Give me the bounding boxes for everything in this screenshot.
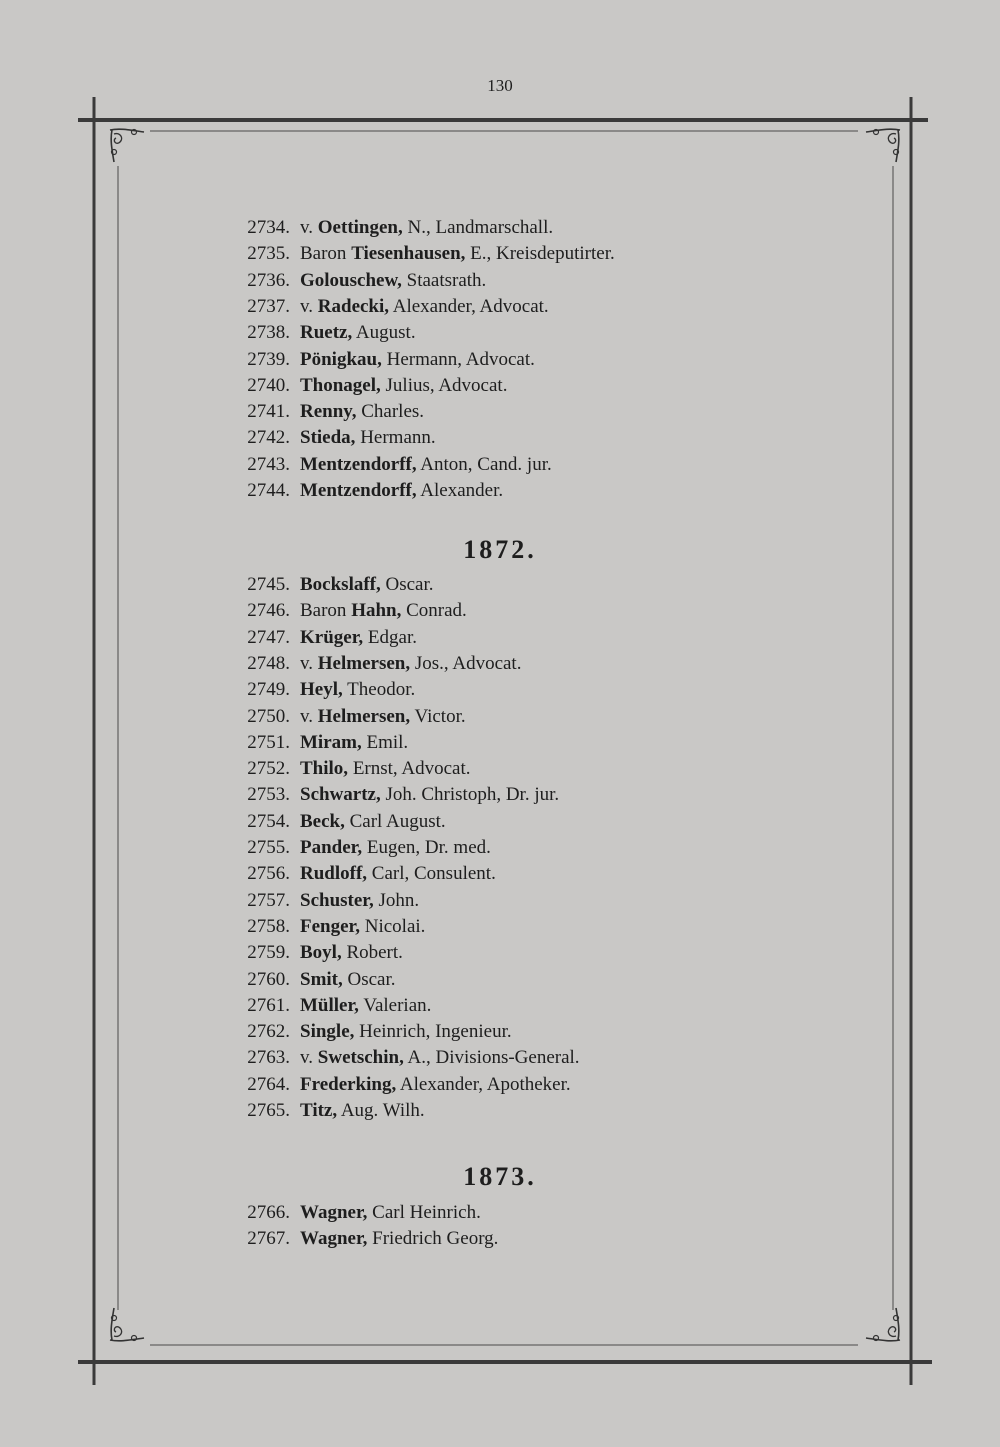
entry-surname: Thilo,: [300, 758, 349, 780]
entry-details: N., Landmarschall.: [402, 217, 554, 238]
entry-number: 2752.: [247, 758, 290, 780]
entry-surname: Stieda,: [300, 427, 356, 449]
entry-surname: Krüger,: [300, 626, 364, 648]
entry-text: [300, 1045, 580, 1071]
entry-number: 2737.: [247, 295, 290, 317]
entry-text: [300, 478, 503, 504]
entry-details: Robert.: [341, 942, 403, 964]
entry-text: [300, 677, 415, 703]
entry-prefix: v.: [300, 1047, 318, 1069]
entry-surname: Renny,: [300, 401, 357, 423]
entry-number: 2764.: [247, 1073, 290, 1095]
entry-surname: Pönigkau,: [300, 348, 382, 370]
entry-surname: Schuster,: [300, 889, 374, 911]
entry-details: Friedrich Georg.: [367, 1228, 499, 1250]
entry-details: Carl, Consulent.: [367, 863, 496, 885]
entry-text: [300, 914, 425, 940]
corner-ornament-icon: [860, 124, 904, 168]
entry-details: Valerian.: [358, 994, 432, 1016]
entry-details: Alexander.: [416, 480, 504, 501]
entry-text: [300, 1072, 571, 1098]
entry-details: Joh. Christoph, Dr. jur.: [380, 784, 560, 806]
entry-text: [300, 756, 471, 782]
entry-surname: Ruetz,: [300, 322, 353, 344]
entry-surname: Müller,: [300, 994, 359, 1016]
entry-prefix: v.: [300, 652, 318, 674]
entry-surname: Golouschew,: [300, 269, 402, 291]
entry-details: Oscar.: [342, 968, 396, 990]
entry-surname: Thonagel,: [300, 374, 381, 396]
entry-details: Staatsrath.: [401, 269, 487, 291]
entry-text: [300, 940, 403, 966]
entry-number: 2734.: [247, 217, 290, 238]
entry-number: 2751.: [247, 731, 290, 753]
entry-details: Heinrich, Ingenieur.: [354, 1021, 512, 1043]
entry-text: [300, 452, 552, 478]
entry-number: 2749.: [247, 679, 290, 701]
entry-details: August.: [352, 322, 416, 344]
entry-surname: Helmersen,: [317, 652, 411, 674]
entry-surname: Mentzendorff,: [300, 480, 417, 501]
entry-text: [300, 1200, 481, 1226]
corner-ornament-icon: [106, 124, 150, 168]
entry-surname: Swetschin,: [317, 1047, 404, 1069]
entry-text: [300, 993, 431, 1019]
entry-surname: Miram,: [300, 731, 362, 753]
entry-number: 2756.: [247, 863, 290, 885]
entry-text: [300, 320, 416, 346]
corner-ornament-icon: [860, 1302, 904, 1346]
entry-number: 2740.: [247, 374, 290, 396]
entry-surname: Frederking,: [300, 1073, 397, 1095]
entry-details: E., Kreisdeputirter.: [465, 243, 615, 265]
entry-number: 2739.: [247, 348, 290, 370]
entry-details: Alexander, Advocat.: [389, 295, 549, 317]
entry-surname: Beck,: [300, 810, 345, 832]
entry-text: [300, 809, 446, 835]
entry-text: [300, 651, 521, 677]
entry-text: [300, 888, 419, 914]
entry-prefix: Baron: [300, 600, 352, 622]
entry-details: Alexander, Apotheker.: [396, 1073, 571, 1095]
entry-details: Jos., Advocat.: [410, 652, 522, 674]
entry-prefix: Baron: [300, 243, 352, 265]
entry-number: 2753.: [247, 784, 290, 806]
entry-number: 2745.: [247, 574, 290, 595]
entry-text: [300, 268, 486, 294]
entry-text: [300, 967, 396, 993]
entry-details: Edgar.: [363, 626, 417, 648]
entry-number: 2736.: [247, 269, 290, 291]
entry-text: [300, 1019, 512, 1045]
entry-text: [300, 425, 436, 451]
entry-surname: Heyl,: [300, 679, 343, 701]
entry-details: Conrad.: [401, 600, 467, 622]
entry-surname: Fenger,: [300, 915, 360, 937]
entry-details: Julius, Advocat.: [380, 374, 508, 396]
entry-number: 2759.: [247, 942, 290, 964]
entry-prefix: v.: [300, 295, 318, 317]
entry-details: Hermann, Advocat.: [381, 348, 535, 370]
entry-number: 2738.: [247, 322, 290, 344]
entry-surname: Mentzendorff,: [300, 453, 417, 475]
year-heading: 1872.: [463, 535, 537, 564]
entry-details: Aug. Wilh.: [337, 1100, 425, 1121]
entry-number: 2762.: [247, 1021, 290, 1043]
entry-details: Oscar.: [380, 574, 434, 595]
entry-text: [300, 835, 491, 861]
page-number: 130: [487, 76, 513, 95]
entry-number: 2742.: [247, 427, 290, 449]
entry-details: John.: [373, 889, 420, 911]
entry-surname: Smit,: [300, 968, 343, 990]
entry-details: Theodor.: [342, 679, 416, 701]
entry-text: [300, 861, 496, 887]
entry-number: 2741.: [247, 401, 290, 423]
entry-details: Carl August.: [344, 810, 446, 832]
entry-surname: Rudloff,: [300, 863, 368, 885]
entry-number: 2761.: [247, 994, 290, 1016]
entry-number: 2758.: [247, 915, 290, 937]
entry-surname: Bockslaff,: [300, 574, 381, 595]
entry-number: 2755.: [247, 837, 290, 858]
entry-text: [300, 598, 467, 624]
entry-number: 2743.: [247, 453, 290, 475]
entry-number: 2746.: [247, 600, 290, 622]
entry-details: Hermann.: [355, 427, 436, 449]
entry-details: Anton, Cand. jur.: [416, 453, 552, 475]
entry-text: [300, 347, 535, 373]
entry-details: Nicolai.: [359, 915, 426, 937]
entry-details: Carl Heinrich.: [367, 1202, 481, 1223]
entry-number: 2757.: [247, 889, 290, 911]
entry-details: A., Divisions-General.: [403, 1047, 580, 1069]
entry-text: [300, 1226, 498, 1252]
entry-number: 2747.: [247, 626, 290, 648]
entry-surname: Wagner,: [300, 1202, 368, 1223]
entry-text: [300, 625, 417, 651]
entry-number: 2735.: [247, 243, 290, 265]
entry-surname: Hahn,: [351, 600, 402, 622]
entry-text: [300, 704, 466, 730]
entry-details: Eugen, Dr. med.: [362, 837, 491, 858]
entry-number: 2767.: [247, 1228, 290, 1250]
entry-surname: Tiesenhausen,: [351, 243, 466, 265]
entry-text: [300, 373, 507, 399]
entry-surname: Oettingen,: [317, 217, 403, 238]
entry-text: [300, 782, 559, 808]
entry-number: 2750.: [247, 705, 290, 727]
entry-details: Charles.: [356, 401, 425, 423]
entry-number: 2754.: [247, 810, 290, 832]
entry-details: Victor.: [410, 705, 466, 727]
year-heading: 1873.: [463, 1162, 537, 1191]
entry-surname: Boyl,: [300, 942, 342, 964]
entry-text: [300, 294, 549, 320]
entry-number: 2760.: [247, 968, 290, 990]
entry-text: [300, 572, 434, 598]
entry-number: 2748.: [247, 652, 290, 674]
entry-text: [300, 399, 424, 425]
entry-surname: Pander,: [300, 837, 363, 858]
entry-prefix: v.: [300, 217, 318, 238]
entry-surname: Schwartz,: [300, 784, 381, 806]
corner-ornament-icon: [106, 1302, 150, 1346]
entry-surname: Single,: [300, 1021, 355, 1043]
entry-surname: Helmersen,: [317, 705, 411, 727]
entry-surname: Wagner,: [300, 1228, 368, 1250]
entry-text: [300, 730, 408, 756]
entry-number: 2763.: [247, 1047, 290, 1069]
entry-number: 2765.: [247, 1100, 290, 1121]
entry-text: [300, 241, 615, 267]
entry-number: 2766.: [247, 1202, 290, 1223]
entry-number: 2744.: [247, 480, 290, 501]
entry-text: [300, 215, 553, 241]
entry-prefix: v.: [300, 705, 318, 727]
entry-surname: Titz,: [300, 1100, 338, 1121]
entry-text: [300, 1098, 425, 1124]
entry-details: Ernst, Advocat.: [348, 758, 471, 780]
entry-surname: Radecki,: [317, 295, 390, 317]
entry-details: Emil.: [361, 731, 409, 753]
